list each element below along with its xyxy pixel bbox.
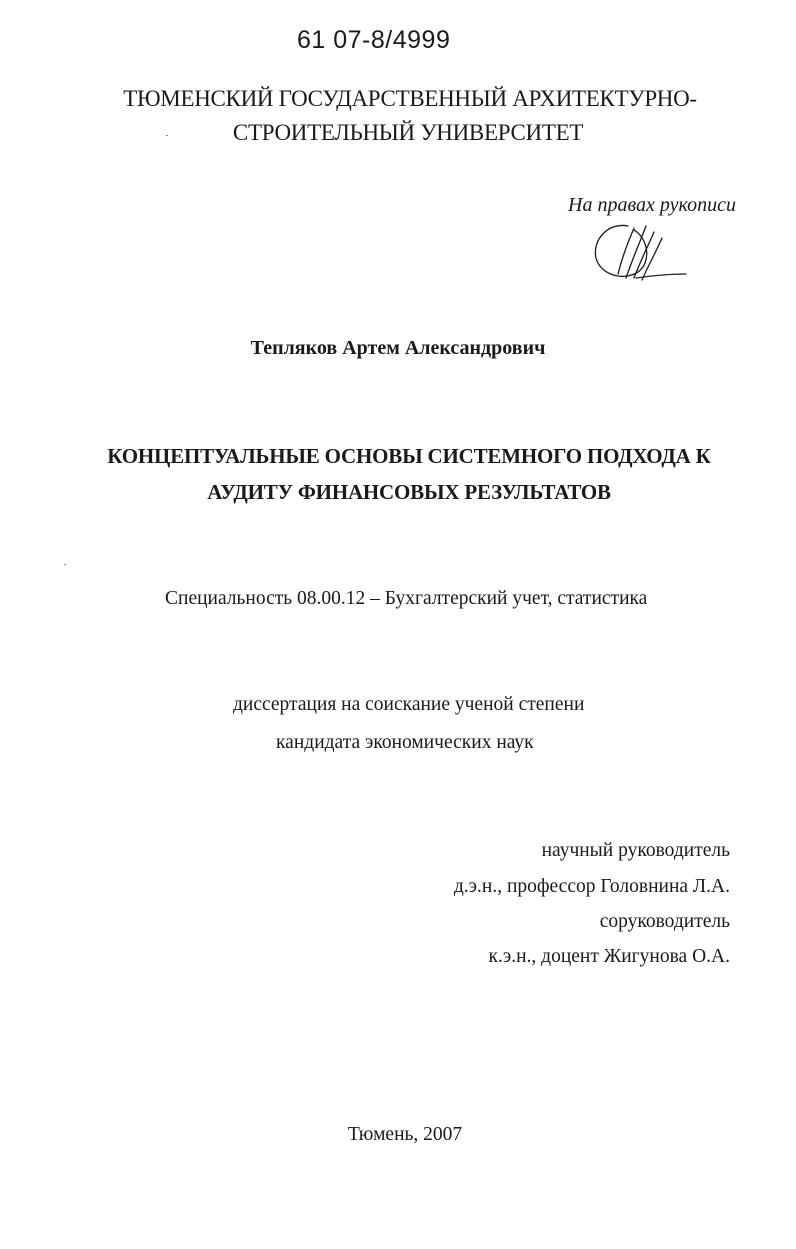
city-year: Тюмень, 2007: [347, 1124, 463, 1145]
author-name: Тепляков Артем Александрович: [250, 337, 546, 359]
signature-stroke-1: [618, 228, 634, 274]
dissertation-degree-line1: диссертация на соискание ученой степени: [233, 694, 585, 715]
manuscript-rights: На правах рукописи: [568, 194, 736, 216]
dissertation-degree-line2: кандидата экономических наук: [276, 732, 534, 753]
signature: [588, 212, 688, 282]
supervisor-name: д.э.н., профессор Головнина Л.А.: [453, 876, 730, 897]
scan-speck: [166, 135, 168, 136]
dissertation-title-line1: КОНЦЕПТУАЛЬНЫЕ ОСНОВЫ СИСТЕМНОГО ПОДХОДА К: [107, 444, 711, 468]
university-name-line1: ТЮМЕНСКИЙ ГОСУДАРСТВЕННЫЙ АРХИТЕКТУРНО-: [123, 86, 697, 111]
cosupervisor-label: соруководитель: [599, 911, 730, 932]
university-name-line2: СТРОИТЕЛЬНЫЙ УНИВЕРСИТЕТ: [232, 120, 584, 145]
stamp-number: 61 07-8/4999: [297, 26, 451, 54]
specialty: Специальность 08.00.12 – Бухгалтерский учет, статистика: [165, 588, 648, 609]
supervisor-label: научный руководитель: [541, 840, 730, 861]
cosupervisor-name: к.э.н., доцент Жигунова О.А.: [488, 946, 730, 967]
signature-loop: [595, 225, 646, 276]
signature-stroke-3: [634, 232, 654, 278]
scan-speck: [64, 564, 66, 565]
signature-stroke-2: [626, 226, 646, 278]
dissertation-title-line2: АУДИТУ ФИНАНСОВЫХ РЕЗУЛЬТАТОВ: [207, 480, 611, 504]
